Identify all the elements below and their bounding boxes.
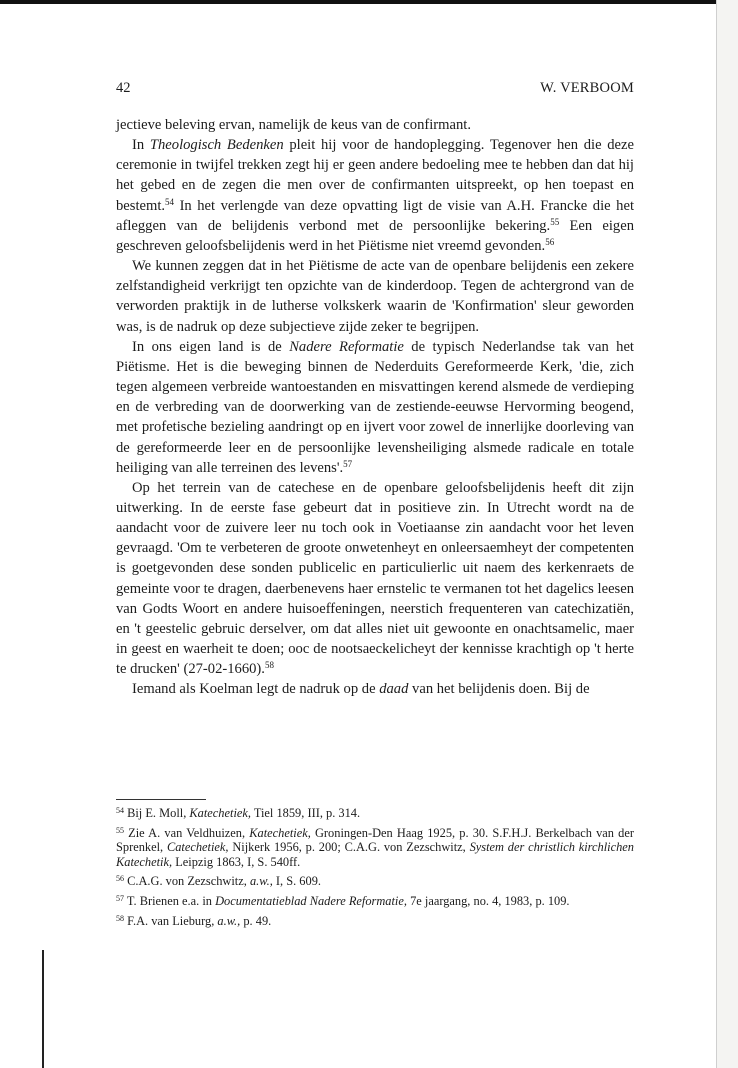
text-run: de typisch Nederlandse tak van het Piëtisme. Het is die beweging binnen de Nederduits Gereformeerde Kerk, 'die, zich tegen algemeen verbreide wantoestanden en misvattingen kerend alsmede de verdieping en de verbreding van de doorwerking van de zestiende-eeuwse Hervorming beogend, met profetische bezieling aandringt op en ijvert voor zowel de innerlijke doorleving van de gereformeerde leer en de persoonlijke levensheiliging alsmede radicale en totale heiliging van alle terreinen des levens'. [116,338,634,476]
paragraph [116,478,634,680]
italic-title: Documentatieblad Nadere Reformatie, [215,893,407,908]
footnote [116,826,634,870]
footnote-ref: 56 [545,236,555,247]
text-run: 7e jaargang, no. 4, 1983, p. 109. [406,893,570,908]
text-run: F.A. van Lieburg, [124,913,218,928]
footnote-ref: 54 [165,196,175,207]
italic-title: Theologisch Bedenken [149,137,284,154]
text-run: p. 49. [240,913,272,928]
text-run: Bij E. Moll, [124,806,190,820]
italic-title: Katechetiek, [249,825,311,840]
scan-border-left [42,950,44,1068]
italic-title: System der christlich kirchlichen Katechetik, [116,840,634,869]
text-run: pleit hij voor de handoplegging. Tegenover hen die deze ceremonie in twijfel trekken zegt hij er geen andere bedoeling mee te hebben dan dat hij het gebed en de zegen die men over de confirmanten uitspreekt, op hen toepast en bestemt. [116,137,634,214]
paragraph [116,256,634,337]
text-run: Nijkerk 1956, p. 200; C.A.G. von Zezschwitz, [228,840,470,855]
footnote-ref: 56 [116,874,124,884]
italic-title: a.w., [249,874,273,889]
footnotes [116,806,634,933]
text-run: van het belijdenis doen. Bij de [408,681,590,698]
footnote-ref: 58 [116,913,124,923]
scan-border-top [0,0,738,4]
footnote-ref: 57 [116,893,124,903]
text-run: Leipzig 1863, I, S. 540ff. [172,854,301,869]
body-text [116,115,634,700]
text-run: T. Brienen e.a. in [124,893,216,908]
footnote-ref: 55 [550,216,560,227]
text-run: Op het terrein van de catechese en de openbare geloofsbelijdenis heeft dit zijn uitwerking. In de eerste fase gebeurt dat in positieve zin. In Utrecht wordt na de aandacht voor de zuivere leer nu toch ook in Voetiaanse zin aandacht voor het leven gevraagd. 'Om te verbeteren de groote onwetenheyt en onleersaemheyt der competenten is goetgevonden dese sonden publicelic en particulierlic uit naem des kerkenraets de gemeinte voor te dragen, daerbenevens haer ernstelic te vermanen tot het dagelics leesen van Godts Woort en andere huisoeffeningen, neerstich frequenteren van catechizatiën, en 't geestelic gebruic derselver, om dat alles niet uit gewoonte en onachtsamelic, maer in geest en waerheit te doen; ooc de nootsaeckelicheyt der kennisse krachtigh op 't herte te drucken' (27-02-1660). [116,479,634,678]
footnote-ref: 55 [116,825,124,835]
text-run: In het verlengde van deze opvatting ligt de visie van A.H. Francke die het afleggen van de belijdenis verbond met de persoonlijke bekering. [116,197,634,234]
text-run: C.A.G. von Zezschwitz, [124,874,250,889]
footnote-ref: 54 [116,806,124,815]
italic-title: Nadere Reformatie [289,338,404,355]
text-run: Groningen-Den Haag 1925, p. 30. S.F.H.J. Berkelbach van der Sprenkel, [116,825,634,855]
footnote [116,914,634,929]
page-number: 42 [116,80,131,96]
text-run: Zie A. van Veldhuizen, [124,825,250,840]
paragraph [116,679,634,699]
text-run: In ons eigen land is de [132,338,290,355]
text-run: I, S. 609. [272,874,321,889]
running-head: W. VERBOOM [540,80,634,96]
footnote-ref: 58 [264,660,274,671]
text-run: Een eigen geschreven geloofsbelijdenis werd in het Piëtisme niet vreemd gevonden. [116,217,635,254]
text-run: Tiel 1859, III, p. 314. [250,806,361,820]
page-header [116,80,634,98]
paragraph [116,115,634,135]
italic-title: Katechetiek, [189,806,251,820]
footnote [116,894,634,909]
italic-title: Catechetiek, [166,840,229,855]
italic-title: a.w., [217,913,241,928]
text-run: jectieve beleving ervan, namelijk de keus van de confirmant. [116,117,471,133]
footnote-rule [116,799,206,800]
footnote [116,806,634,821]
text-run: In [132,137,150,154]
footnote-ref: 57 [343,458,353,469]
footnote [116,874,634,889]
text-run: Iemand als Koelman legt de nadruk op de [132,681,380,698]
italic-title: daad [379,681,409,698]
paragraph [116,135,634,256]
text-run: We kunnen zeggen dat in het Piëtisme de acte van de openbare belijdenis een zekere zelfstandigheid verkrijgt ten opzichte van de kinderdoop. Tegen de achtergrond van de verworden praktijk in de lutherse volkskerk waarin de 'Konfirmation' sleur geworden was, is de nadruk op deze subjectieve zijde zeker te begrijpen. [116,258,634,335]
scan-margin-right [717,0,738,1068]
paragraph [116,337,634,478]
